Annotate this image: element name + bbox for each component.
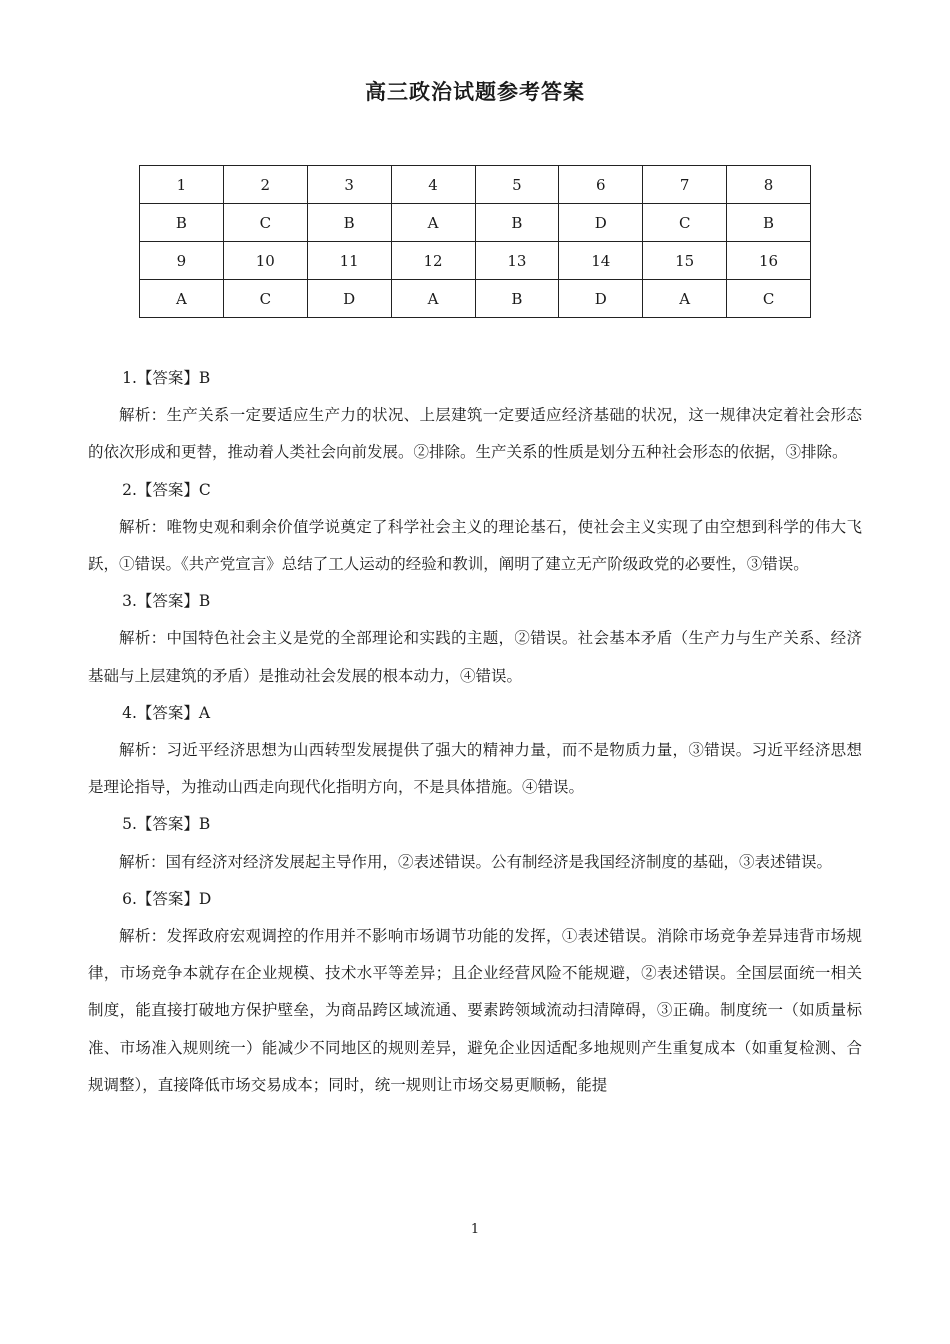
analysis-paragraph: 解析：生产关系一定要适应生产力的状况、上层建筑一定要适应经济基础的状况，这一规律决定着社会形态的依次形成和更替，推动着人类社会向前发展。②排除。生产关系的性质是划分五种社会形态的依据，③排除。 [88,406,862,462]
table-cell: 9 [140,242,224,280]
answer-line: 6.【答案】D [122,889,212,908]
answer-line: 1.【答案】B [122,369,211,387]
answer-line: 5.【答案】B [122,815,211,834]
table-cell: 10 [223,242,307,280]
table-row [140,280,811,318]
answer-table-body [140,166,811,318]
table-cell: B [475,280,559,318]
table-cell: 11 [307,242,391,280]
table-cell: 8 [727,166,811,204]
answer-line: 4.【答案】A [122,703,211,722]
table-cell: A [391,280,475,318]
table-cell: B [140,204,224,242]
answer-line: 3.【答案】B [122,592,211,611]
answer-line: 2.【答案】C [122,480,211,499]
table-cell: 12 [391,242,475,280]
analysis-paragraph: 解析：发挥政府宏观调控的作用并不影响市场调节功能的发挥，①表述错误。消除市场竞争差异违背市场规律，市场竞争本就存在企业规模、技术水平等差异；且企业经营风险不能规避，②表述错误。全国层面统一相关制度，能直接打破地方保护壁垒，为商品跨区域流通、要素跨领域流动扫清障碍，③正确。制度统一（如质量标准、市场准入规则统一）能减少不同地区的规则差异，避免企业因适配多地规则产生重复成本（如重复检测、合规调整），直接降低市场交易成本；同时，统一规则让市场交易更顺畅，能提 [88,927,862,1094]
table-cell: 3 [307,166,391,204]
table-cell: 2 [223,166,307,204]
page-title: 高三政治试题参考答案 [365,80,585,104]
table-cell: 4 [391,166,475,204]
analysis-paragraph: 解析：国有经济对经济发展起主导作用，②表述错误。公有制经济是我国经济制度的基础，③表述错误。 [119,852,833,871]
table-cell: A [140,280,224,318]
table-row [140,242,811,280]
analysis-paragraph: 解析：唯物史观和剩余价值学说奠定了科学社会主义的理论基石，使社会主义实现了由空想到科学的伟大飞跃，①错误。《共产党宣言》总结了工人运动的经验和教训，阐明了建立无产阶级政党的必要性，③错误。 [88,517,862,574]
table-cell: C [727,280,811,318]
table-cell: B [727,204,811,242]
table-cell: B [307,204,391,242]
table-cell: 14 [559,242,643,280]
answer-explanations [88,360,862,1104]
analysis-paragraph: 解析：习近平经济思想为山西转型发展提供了强大的精神力量，而不是物质力量，③错误。习近平经济思想是理论指导，为推动山西走向现代化指明方向，不是具体措施。④错误。 [88,741,862,797]
table-cell: C [223,280,307,318]
table-cell: D [559,204,643,242]
answer-table [139,165,811,318]
table-cell: B [475,204,559,242]
table-cell: 16 [727,242,811,280]
table-cell: D [307,280,391,318]
table-cell: 15 [643,242,727,280]
table-cell: 6 [559,166,643,204]
table-cell: 1 [140,166,224,204]
page-number: 1 [470,1222,480,1237]
table-cell: A [643,280,727,318]
table-cell: 5 [475,166,559,204]
table-row [140,204,811,242]
table-cell: A [391,204,475,242]
table-cell: C [223,204,307,242]
table-cell: C [643,204,727,242]
table-cell: D [559,280,643,318]
analysis-paragraph: 解析：中国特色社会主义是党的全部理论和实践的主题，②错误。社会基本矛盾（生产力与生产关系、经济基础与上层建筑的矛盾）是推动社会发展的根本动力，④错误。 [88,629,862,685]
table-row [140,166,811,204]
table-cell: 7 [643,166,727,204]
table-cell: 13 [475,242,559,280]
